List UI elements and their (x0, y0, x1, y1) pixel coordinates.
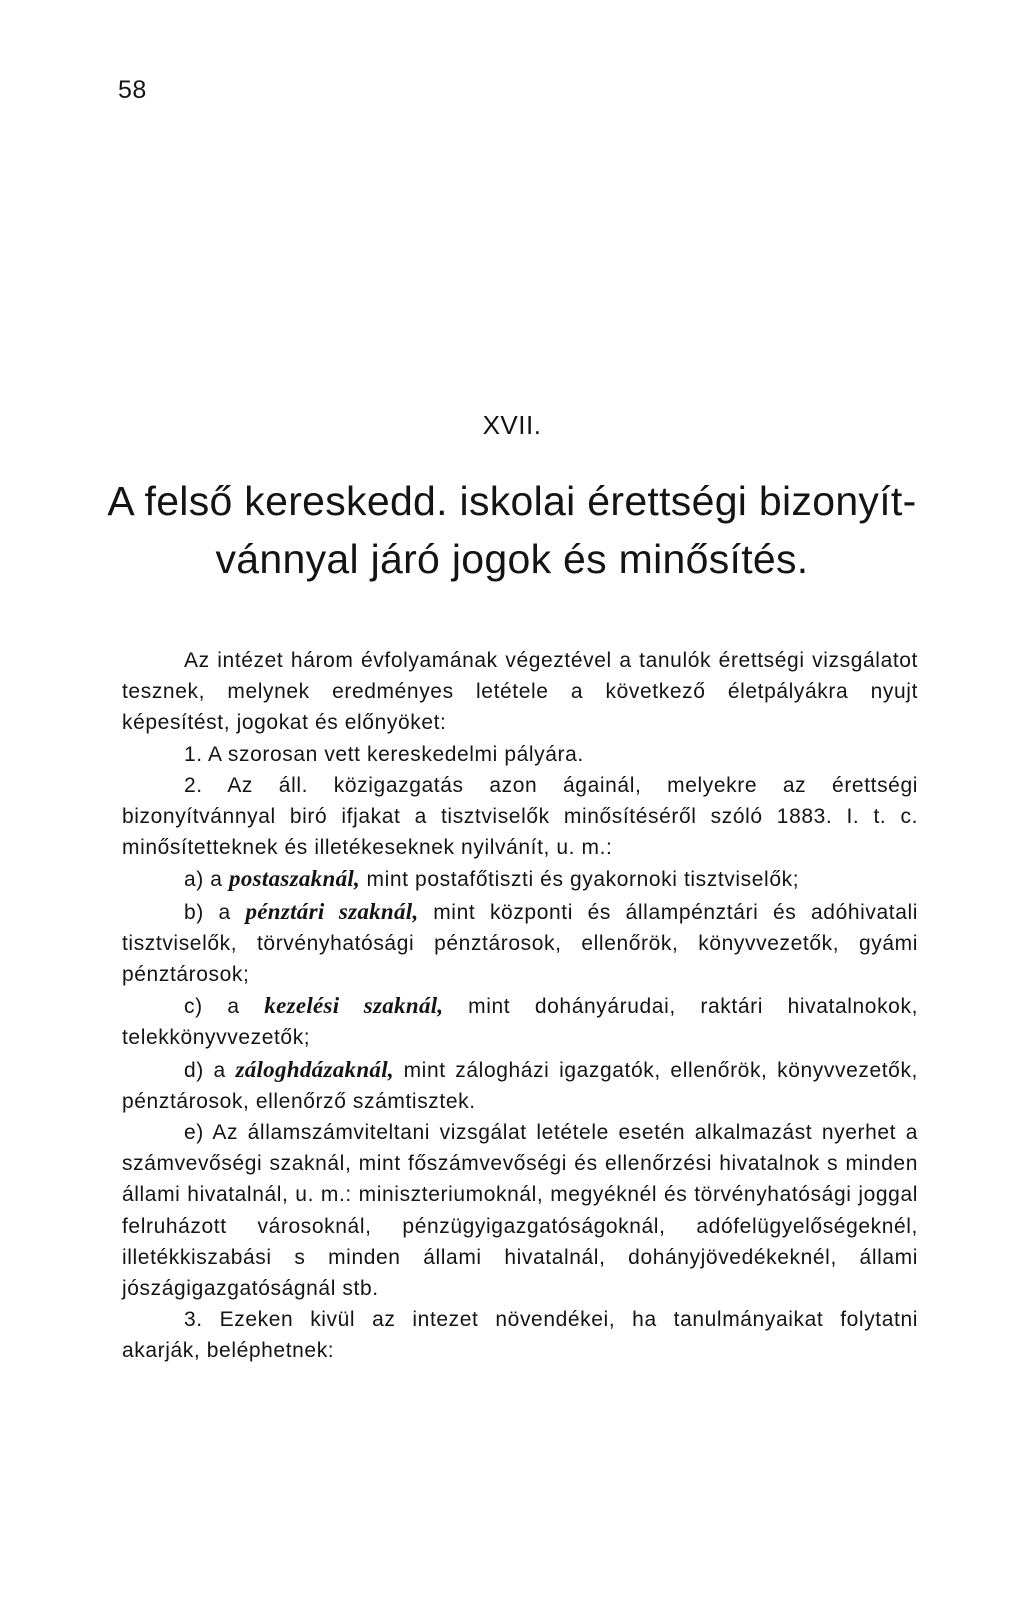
paragraph-a (122, 863, 918, 895)
page-number: 58 (118, 76, 147, 104)
paragraph-b (122, 896, 918, 991)
chapter-number: XVII. (482, 410, 542, 440)
item-a-emphasis: postaszaknál, (229, 866, 361, 892)
item-d-text: mint zálogházi igazgatók, ellenőrök, könyvvezetők, pénztárosok, ellenőrző számtisztek. (122, 1058, 918, 1113)
paragraph-d (122, 1054, 918, 1117)
paragraph-2: 2. Az áll. közigazgatás azon ágainál, melyekre az érettségi bizonyítvánnyal biró ifjakat a tisztviselők minősítéséről szóló 1883. I. t. c. minősítetteknek és illetékeseknek nyilvánít, u. m.: (122, 773, 918, 860)
title-line-2: vánnyal járó jogok és minősítés. (215, 536, 809, 582)
title-line-1: A felső kereskedd. iskolai érettségi bizonyít- (107, 478, 917, 524)
item-c-prefix: c) a (184, 995, 240, 1019)
paragraph-e: e) Az államszámviteltani vizsgálat letétele esetén alkalmazást nyerhet a számvevőségi szaknál, mint főszámvevőségi és ellenőrzési hivatalnok s minden állami hivatalnál, u. m.: miniszteriumoknál, megyéknél és törvényhatósági joggal felruházott városoknál, pénzügyigazgatóságoknál, adófelügyelőségeknél, illetékkiszabási s minden állami hivatalnál, dohányjövedékeknél, állami jószágigazgatóságnál stb. (122, 1121, 918, 1301)
item-a-prefix: a) a (184, 868, 223, 892)
item-c-emphasis: kezelési szaknál, (264, 993, 444, 1019)
item-b-prefix: b) a (184, 900, 231, 924)
chapter-title (0, 472, 1024, 588)
paragraph-intro: Az intézet három évfolyamának végeztével a tanulók érettségi vizsgálatot tesznek, melynek eredményes letétele a következő életpályákra nyujt képesítést, jogokat és előnyöket: (122, 649, 918, 735)
item-b-text: mint központi és állampénztári és adóhivatali tisztviselők, törvényhatósági pénztárosok, ellenőrök, könyvvezetők, gyámi pénztárosok; (122, 900, 919, 987)
item-d-prefix: d) a (184, 1058, 226, 1082)
item-d-emphasis: záloghdázaknál, (235, 1056, 394, 1082)
paragraph-3: 3. Ezeken kivül az intezet növendékei, ha tanulmányaikat folytatni akarják, beléphetnek: (122, 1308, 918, 1363)
paragraph-c (122, 990, 918, 1053)
paragraph-1: 1. A szorosan vett kereskedelmi pályára. (184, 742, 584, 766)
item-a-text: mint postafőtiszti és gyakornoki tisztviselők; (366, 868, 800, 892)
item-b-emphasis: pénztári szaknál, (245, 898, 419, 924)
body-text (122, 645, 918, 1367)
item-c-text: mint dohányárudai, raktári hivatalnokok, telekkönyvvezetők; (122, 995, 919, 1050)
